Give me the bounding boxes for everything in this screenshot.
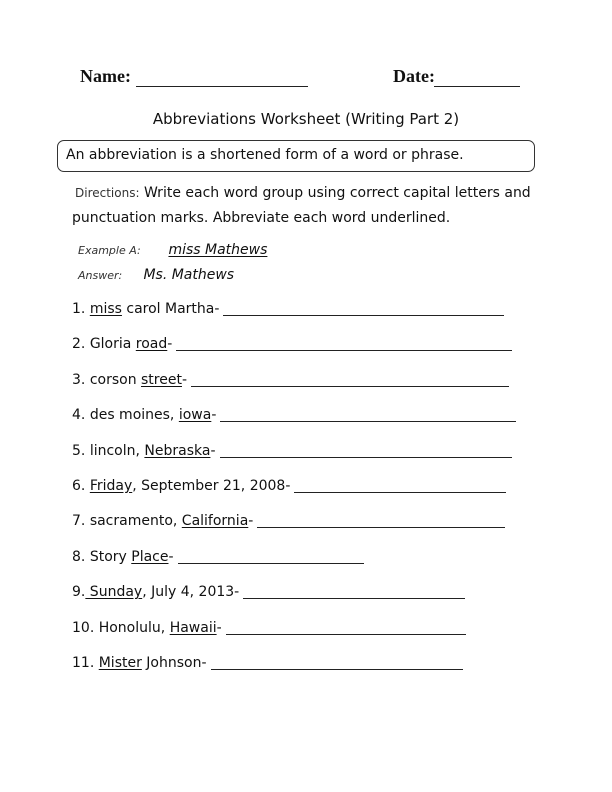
item-underlined-word: California bbox=[181, 513, 249, 530]
answer-line[interactable] bbox=[220, 443, 512, 458]
item-number: 2. bbox=[72, 336, 90, 353]
item-underlined-word: Sunday bbox=[85, 584, 143, 601]
answer-line[interactable] bbox=[211, 655, 463, 670]
item-text: carol Martha- bbox=[121, 301, 220, 317]
item-underlined-word: Hawaii bbox=[169, 619, 217, 636]
item-text: - bbox=[210, 442, 216, 459]
item-text: - bbox=[216, 619, 222, 636]
list-item bbox=[72, 549, 516, 584]
item-text: Honolulu, bbox=[98, 619, 170, 636]
item-text: lincoln, bbox=[89, 442, 145, 459]
item-number: 4. bbox=[72, 407, 90, 424]
answer-line[interactable] bbox=[191, 372, 509, 387]
answer-text: Ms. Mathews bbox=[143, 267, 235, 283]
item-text: Story bbox=[89, 548, 132, 565]
directions bbox=[72, 181, 552, 231]
item-text: sacramento, bbox=[89, 513, 182, 530]
answer-line[interactable] bbox=[243, 584, 465, 599]
list-item bbox=[72, 655, 516, 690]
item-text: , July 4, 2013- bbox=[142, 584, 240, 601]
item-underlined-word: miss bbox=[89, 301, 122, 317]
item-text: des moines, bbox=[89, 407, 179, 424]
item-number: 3. bbox=[72, 371, 90, 388]
list-item bbox=[72, 513, 516, 548]
answer-line[interactable] bbox=[176, 336, 512, 351]
directions-text: Write each word group using correct capital letters and punctuation marks. Abbreviate each word underlined. bbox=[72, 185, 531, 226]
answer-row bbox=[78, 267, 267, 292]
list-item bbox=[72, 443, 516, 478]
list-item bbox=[72, 301, 516, 336]
item-text: - bbox=[181, 371, 188, 388]
name-label: Name: bbox=[80, 66, 131, 86]
item-text: - bbox=[167, 336, 173, 353]
answer-line[interactable] bbox=[257, 513, 505, 528]
worksheet-title: Abbreviations Worksheet (Writing Part 2) bbox=[152, 110, 460, 128]
item-underlined-word: Friday bbox=[89, 477, 133, 494]
definition-text: An abbreviation is a shortened form of a word or phrase. bbox=[66, 147, 464, 163]
example-label: Example A: bbox=[78, 244, 141, 257]
item-number: 1. bbox=[72, 301, 90, 317]
item-number: 5. bbox=[72, 442, 90, 459]
answer-label: Answer: bbox=[78, 269, 123, 282]
definition-box bbox=[57, 140, 535, 172]
example-text: miss Mathews bbox=[168, 242, 268, 258]
answer-line[interactable] bbox=[226, 620, 466, 635]
item-text: , September 21, 2008- bbox=[132, 477, 291, 494]
item-text: Johnson- bbox=[141, 654, 207, 671]
list-item bbox=[72, 478, 516, 513]
item-text: - bbox=[211, 407, 217, 424]
directions-label: Directions: bbox=[75, 186, 140, 200]
item-number: 6. bbox=[72, 477, 90, 494]
item-underlined-word: Mister bbox=[98, 654, 142, 671]
answer-line[interactable] bbox=[220, 407, 516, 422]
item-underlined-word: Nebraska bbox=[144, 442, 211, 459]
list-item bbox=[72, 336, 516, 371]
list-item bbox=[72, 407, 516, 442]
item-number: 10. bbox=[72, 619, 99, 636]
item-number: 8. bbox=[72, 548, 90, 565]
item-text: - bbox=[248, 513, 254, 530]
date-label: Date: bbox=[393, 66, 435, 86]
list-item bbox=[72, 584, 516, 619]
list-item bbox=[72, 620, 516, 655]
answer-line[interactable] bbox=[178, 549, 364, 564]
item-underlined-word: iowa bbox=[178, 407, 212, 424]
answer-line[interactable] bbox=[223, 301, 504, 316]
exercise-list bbox=[72, 301, 516, 690]
item-number: 11. bbox=[72, 654, 99, 671]
name-blank-line[interactable] bbox=[136, 86, 308, 87]
header bbox=[80, 66, 530, 96]
list-item bbox=[72, 372, 516, 407]
example-block bbox=[78, 242, 267, 292]
example-row bbox=[78, 242, 267, 267]
item-number: 7. bbox=[72, 513, 90, 530]
answer-line[interactable] bbox=[294, 478, 506, 493]
item-text: Gloria bbox=[89, 336, 136, 353]
item-number: 9. bbox=[72, 584, 86, 601]
item-underlined-word: road bbox=[135, 336, 168, 353]
item-text: corson bbox=[89, 371, 142, 388]
item-underlined-word: Place bbox=[131, 548, 169, 565]
item-text: - bbox=[168, 548, 174, 565]
date-blank-line[interactable] bbox=[434, 86, 520, 87]
item-underlined-word: street bbox=[141, 371, 182, 388]
